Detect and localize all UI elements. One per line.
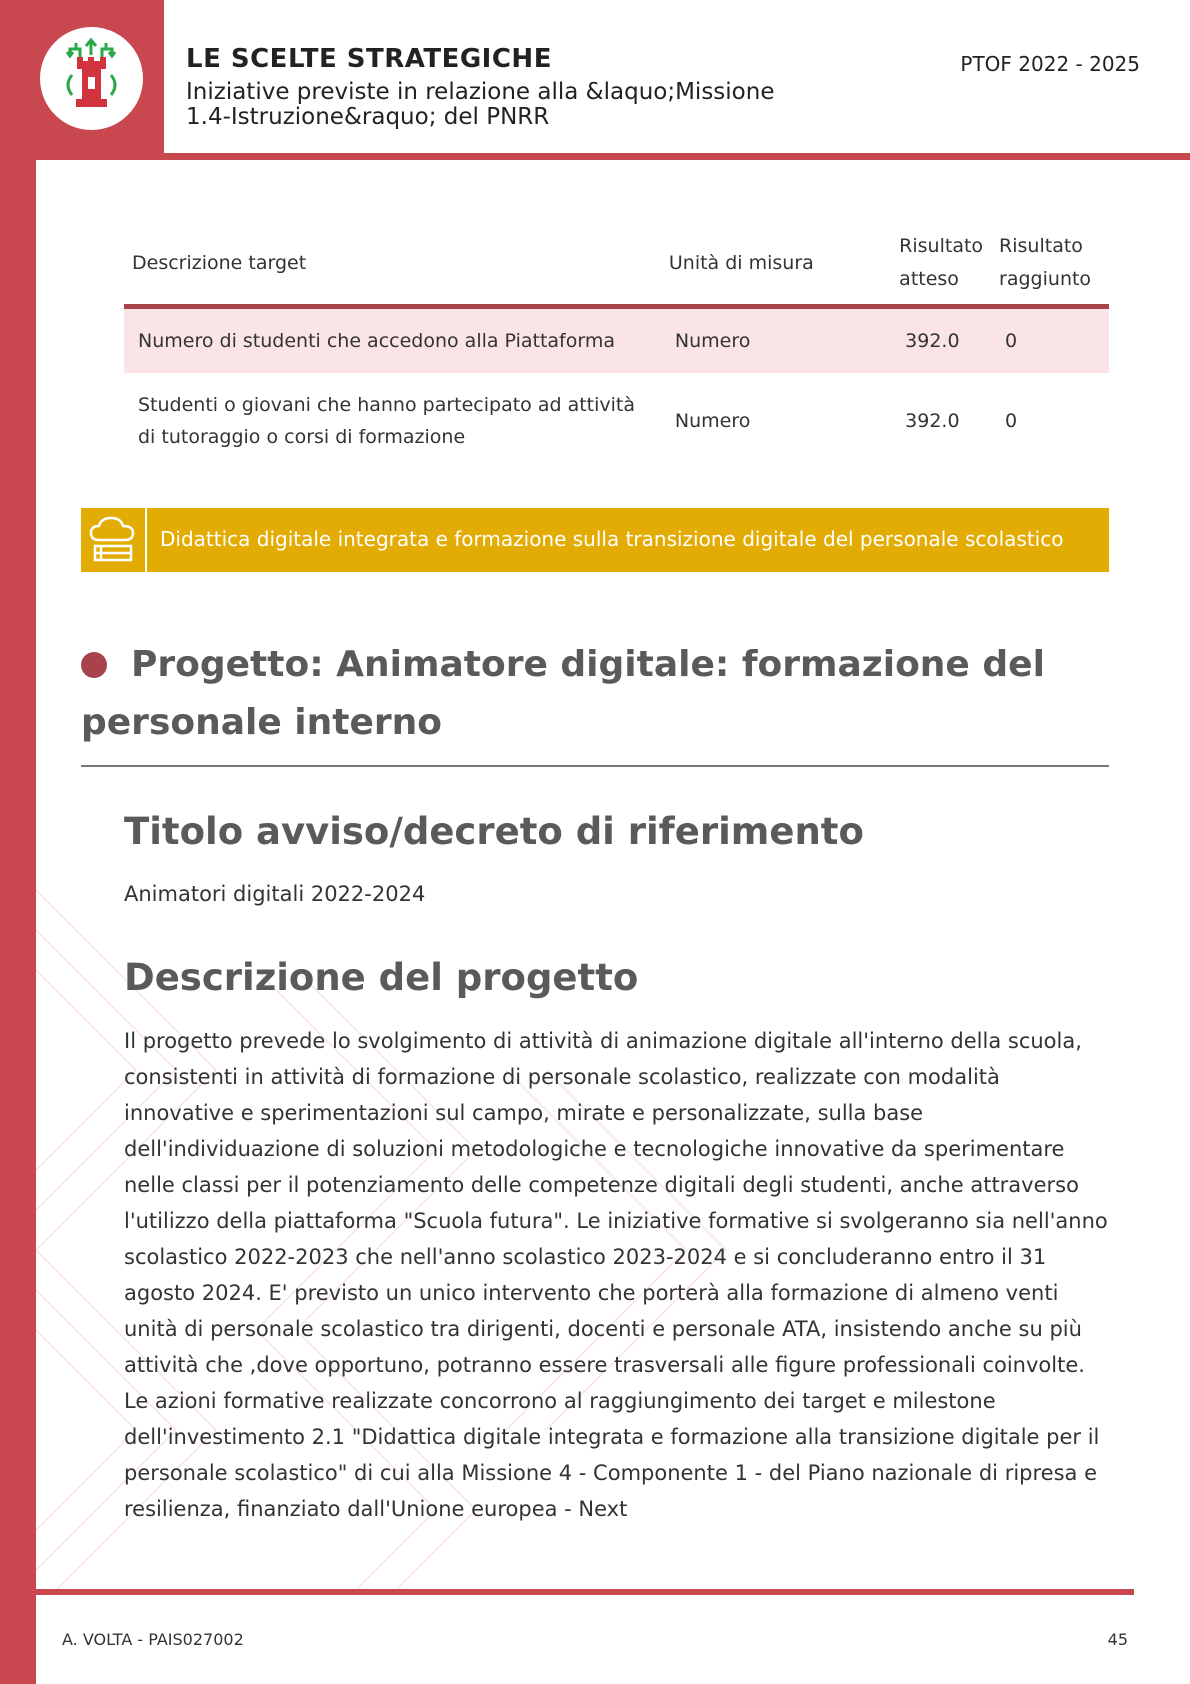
col-header-raggiunto: Risultato raggiunto: [999, 235, 1092, 290]
avviso-heading: Titolo avviso/decreto di riferimento: [124, 810, 864, 853]
target-table: [124, 222, 1109, 469]
cell-descrizione: Numero di studenti che accedono alla Piattaforma: [124, 307, 661, 374]
cloud-book-icon: [81, 508, 147, 572]
category-banner: [81, 508, 1109, 572]
project-divider: [81, 765, 1109, 767]
section-subtitle: Iniziative previste in relazione alla &laquo;Missione 1.4-Istruzione&raquo; del PNRR: [186, 79, 775, 130]
cell-raggiunto: 0: [991, 307, 1109, 374]
project-title: Progetto: Animatore digitale: formazione del personale interno: [81, 644, 1045, 743]
ptof-label: PTOF 2022 - 2025: [960, 52, 1140, 76]
cell-unita: Numero: [674, 410, 751, 432]
header-rule: [164, 153, 1190, 160]
school-logo: [40, 27, 143, 130]
table-header-row: [124, 222, 1109, 307]
table-row: [124, 373, 1109, 469]
cell-atteso: 392.0: [905, 410, 960, 432]
section-title: LE SCELTE STRATEGICHE: [186, 44, 552, 74]
description-body: Il progetto prevede lo svolgimento di attività di animazione digitale all'interno della scuola, consistenti in attività di formazione di personale scolastico, realizzate con modalità innovative e sperimentazioni sul campo, mirate e personalizzate, sulla base dell'individuazione di soluzioni metodologiche e tecnologiche innovative da sperimentare nelle classi per il potenziamento delle competenze digitali degli studenti, anche attraverso l'utilizzo della piattaforma "Scuola futura". Le iniziative formative si svolgeranno sia nell'anno scolastico 2022-2023 che nell'anno scolastico 2023-2024 e si concluderanno entro il 31 agosto 2024. E' previsto un unico intervento che porterà alla formazione di almeno venti unità di personale scolastico tra dirigenti, docenti e personale ATA, insistendo anche su più attività che ,dove opportuno, potranno essere trasversali alle figure professionali coinvolte. Le azioni formative realizzate concorrono al raggiungimento dei target e milestone dell'investimento 2.1 "Didattica digitale integrata e formazione alla transizione digitale per il personale scolastico" di cui alla Missione 4 - Componente 1 - del Piano nazionale di ripresa e resilienza, finanziato dall'Unione europea - Next: [124, 1029, 1108, 1521]
cell-raggiunto: 0: [1005, 410, 1018, 432]
col-header-descrizione: Descrizione target: [132, 251, 307, 274]
cell-atteso: 392.0: [891, 307, 991, 374]
banner-text: Didattica digitale integrata e formazione sulla transizione digitale del personale scolastico: [160, 527, 1064, 551]
avviso-value: Animatori digitali 2022-2024: [124, 882, 426, 906]
col-header-unita: Unità di misura: [668, 251, 814, 274]
footer-rule: [36, 1589, 1134, 1595]
page-number: 45: [1107, 1630, 1128, 1649]
logo-block: [0, 0, 164, 160]
table-row: [124, 307, 1109, 374]
description-heading: Descrizione del progetto: [124, 956, 639, 999]
cell-descrizione: Studenti o giovani che hanno partecipato ad attività di tutoraggio o corsi di formazione: [138, 394, 636, 448]
side-band: [0, 0, 36, 1684]
footer-school: A. VOLTA - PAIS027002: [62, 1630, 244, 1649]
cell-unita: Numero: [661, 307, 891, 374]
col-header-atteso: Risultato atteso: [899, 235, 984, 290]
